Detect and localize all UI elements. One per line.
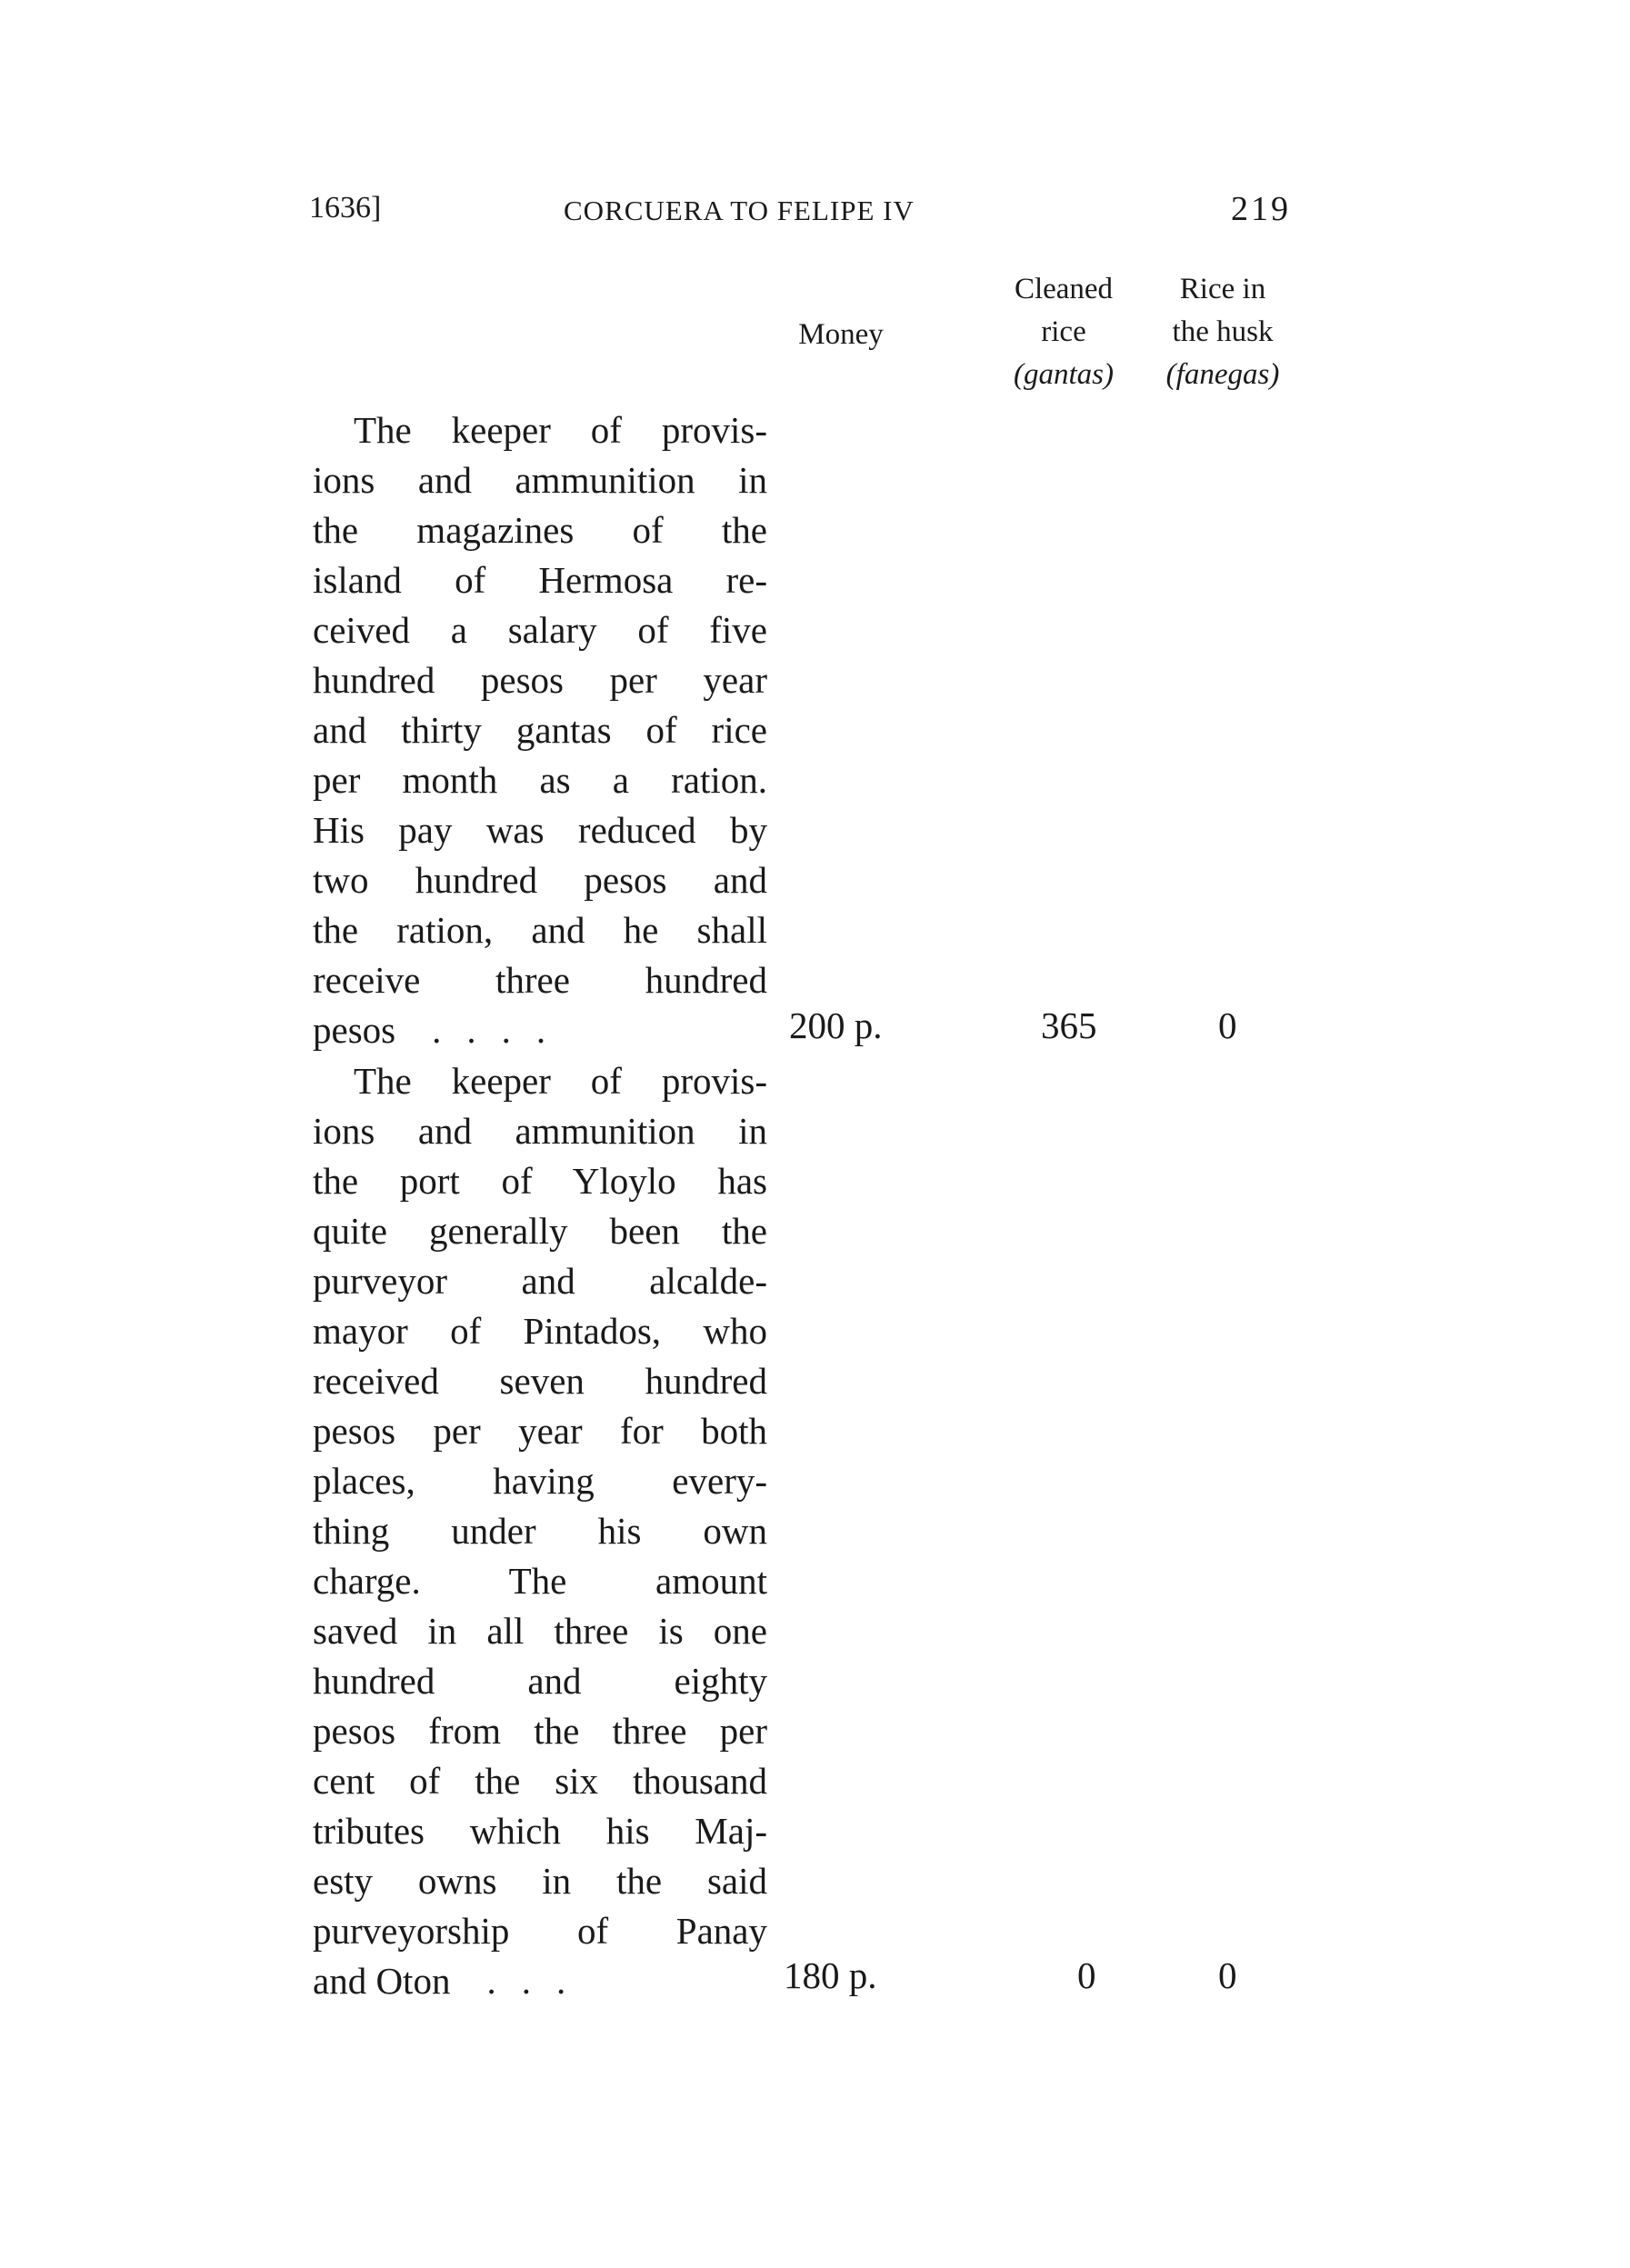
entry-line: thing under his own: [313, 1510, 767, 1552]
entry-line: two hundred pesos and: [313, 859, 767, 901]
entry-line: cent of the six thousand: [313, 1760, 767, 1802]
entry-line: hundred and eighty: [313, 1660, 767, 1702]
entry-line: The keeper of provis-: [354, 409, 767, 451]
running-head-title: CORCUERA TO FELIPE IV: [564, 195, 915, 226]
entry-line-last: [313, 1956, 767, 2006]
dot-leader: ...: [486, 1960, 592, 2002]
entry-hermosa-money: 200 p.: [789, 1004, 883, 1046]
entry-line: the magazines of the: [313, 509, 767, 551]
entry-line: the ration, and he shall: [313, 909, 767, 951]
entry-line: pesos from the three per: [313, 1710, 767, 1752]
column-header-rice-in-husk: [1141, 268, 1305, 396]
entry-yloylo-money: 180 p.: [784, 1954, 877, 1996]
entry-line: hundred pesos per year: [313, 659, 767, 701]
entry-line: the port of Yloylo has: [313, 1160, 767, 1202]
entry-line: ions and ammunition in: [313, 459, 767, 501]
entry-line: ions and ammunition in: [313, 1110, 767, 1152]
column-header-cleaned-rice-line1: Cleaned: [1014, 273, 1114, 305]
running-head: [309, 191, 1291, 236]
entry-line: purveyor and alcalde-: [313, 1260, 767, 1302]
entry-yloylo-keeper: [313, 1056, 767, 2006]
column-header-money: [773, 314, 909, 356]
running-head-year: 1636]: [309, 191, 382, 225]
entry-line: tributes which his Maj-: [313, 1810, 767, 1852]
entry-line: pesos per year for both: [313, 1410, 767, 1452]
entry-line: per month as a ration.: [313, 759, 767, 801]
column-header-rice-in-husk-unit: (fanegas): [1165, 358, 1280, 391]
entry-line: places, having every-: [313, 1460, 767, 1502]
entry-line: saved in all three is one: [313, 1610, 767, 1652]
entry-line: island of Hermosa re-: [313, 559, 767, 601]
entry-hermosa-cleaned-rice: 365: [1041, 1004, 1097, 1046]
entry-line: quite generally been the: [313, 1210, 767, 1252]
entry-line: purveyorship of Panay: [313, 1910, 767, 1952]
entry-hermosa-rice-in-husk: 0: [1218, 1004, 1237, 1046]
entry-line-last: [313, 1005, 767, 1055]
column-header-rice-in-husk-line2: the husk: [1172, 315, 1274, 348]
column-header-money-label: Money: [798, 318, 884, 351]
column-header-cleaned-rice-unit: (gantas): [1014, 358, 1114, 391]
entry-line: His pay was reduced by: [313, 809, 767, 851]
entry-line: receive three hundred: [313, 959, 767, 1001]
entry-yloylo-cleaned-rice: 0: [1077, 1954, 1096, 1996]
page-number: 219: [1231, 190, 1291, 228]
dot-leader: ....: [432, 1009, 572, 1051]
entry-line: ceived a salary of five: [313, 609, 767, 651]
entry-line: received seven hundred: [313, 1360, 767, 1402]
entry-line: The keeper of provis-: [354, 1060, 767, 1102]
entry-last-words: and Oton: [313, 1960, 451, 2002]
entry-line: charge. The amount: [313, 1560, 767, 1602]
column-header-cleaned-rice: [986, 268, 1141, 396]
entry-line: esty owns in the said: [313, 1860, 767, 1902]
entry-line: and thirty gantas of rice: [313, 709, 767, 751]
entry-hermosa-keeper: [313, 405, 767, 1055]
entry-last-words: pesos: [313, 1009, 396, 1051]
column-header-rice-in-husk-line1: Rice in: [1179, 273, 1266, 305]
entry-line: mayor of Pintados, who: [313, 1310, 767, 1352]
column-header-cleaned-rice-line2: rice: [1041, 315, 1086, 348]
entry-yloylo-rice-in-husk: 0: [1218, 1954, 1237, 1996]
